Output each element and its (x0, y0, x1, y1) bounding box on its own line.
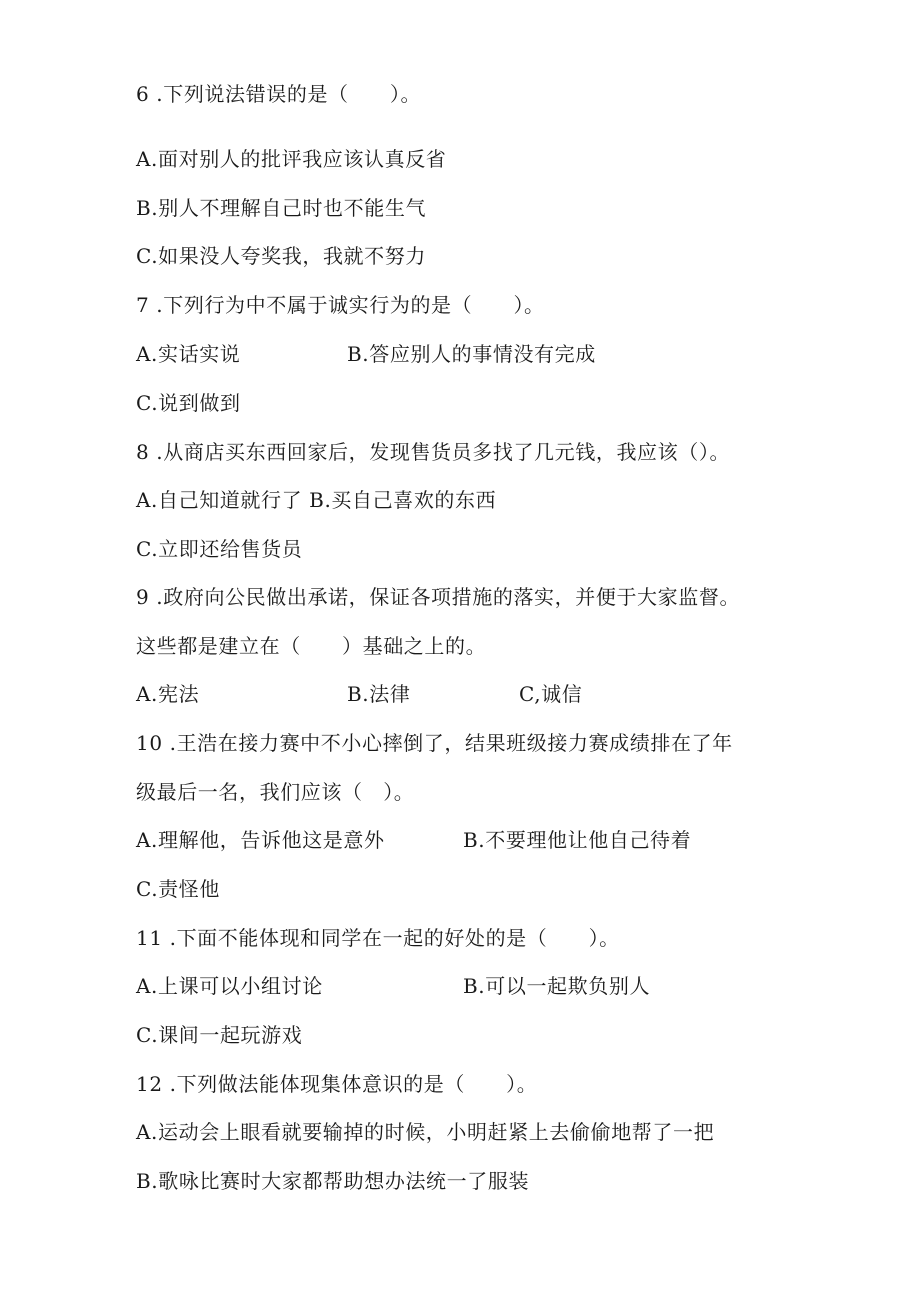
question-7-option-a: A.实话实说 (136, 342, 241, 366)
question-11-option-a: A.上课可以小组讨论 (136, 974, 323, 998)
question-7-option-b: B.答应别人的事情没有完成 (347, 342, 596, 366)
question-11-option-c: C.课间一起玩游戏 (136, 1023, 303, 1047)
question-11-stem: 11 .下面不能体现和同学在一起的好处的是（ ）。 (136, 926, 620, 950)
question-8-options-ab: A.自己知道就行了 B.买自己喜欢的东西 (136, 488, 497, 512)
question-12-option-a: A.运动会上眼看就要输掉的时候，小明赶紧上去偷偷地帮了一把 (136, 1120, 715, 1144)
question-12-option-b: B.歌咏比赛时大家都帮助想办法统一了服装 (136, 1169, 530, 1193)
question-10-option-b: B.不要理他让他自己待着 (463, 828, 692, 852)
question-8-stem: 8 .从商店买东西回家后，发现售货员多找了几元钱，我应该（）。 (136, 440, 731, 464)
question-10-option-a: A.理解他，告诉他这是意外 (136, 828, 385, 852)
question-6-option-a: A.面对别人的批评我应该认真反省 (136, 147, 447, 171)
question-7-stem: 7 .下列行为中不属于诚实行为的是（ ）。 (136, 293, 545, 317)
question-9-option-b: B.法律 (347, 682, 411, 706)
question-12-stem: 12 .下列做法能体现集体意识的是（ ）。 (136, 1072, 538, 1096)
question-9-option-a: A.宪法 (136, 682, 200, 706)
question-11-option-b: B.可以一起欺负别人 (463, 974, 651, 998)
question-8-option-c: C.立即还给售货员 (136, 537, 303, 561)
question-10-stem-line-1: 10 .王浩在接力赛中不小心摔倒了，结果班级接力赛成绩排在了年 (136, 731, 733, 755)
question-9-stem-line-2: 这些都是建立在（ ）基础之上的。 (136, 634, 487, 658)
question-6-option-c: C.如果没人夸奖我，我就不努力 (136, 244, 426, 268)
question-6-option-b: B.别人不理解自己时也不能生气 (136, 196, 427, 220)
question-7-option-c: C.说到做到 (136, 391, 241, 415)
question-6-stem: 6 .下列说法错误的是（ ）。 (136, 82, 422, 106)
question-9-stem-line-1: 9 .政府向公民做出承诺，保证各项措施的落实，并便于大家监督。 (136, 585, 741, 609)
question-10-option-c: C.责怪他 (136, 877, 220, 901)
question-10-stem-line-2: 级最后一名，我们应该（ ）。 (136, 780, 415, 804)
question-9-option-c: C,诚信 (519, 682, 583, 706)
